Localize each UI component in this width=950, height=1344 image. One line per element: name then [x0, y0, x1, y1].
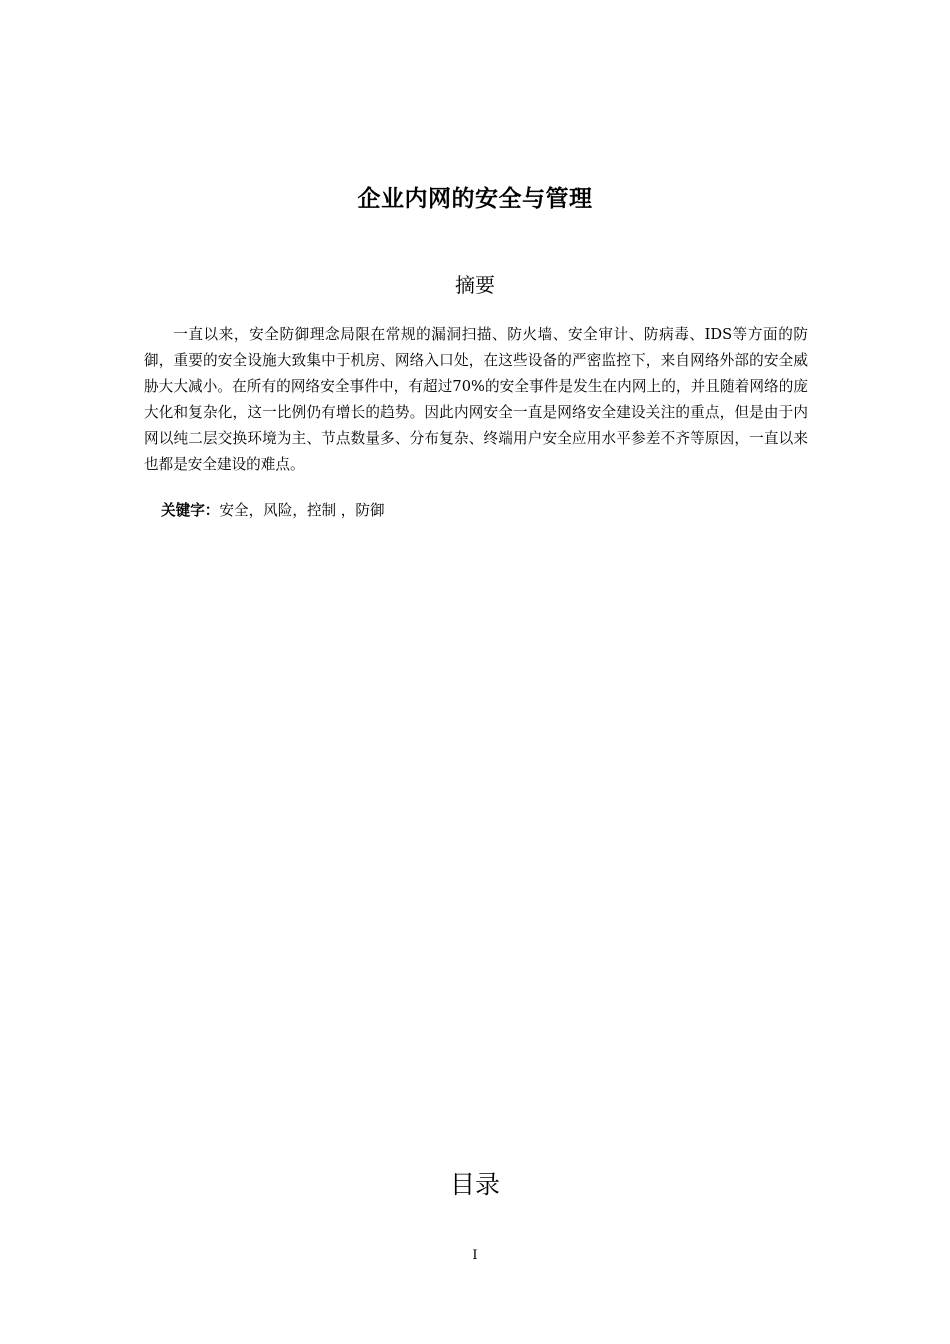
abstract-heading: 摘要 — [455, 273, 495, 297]
toc-heading: 目录 — [449, 1170, 500, 1199]
keywords-line — [161, 498, 801, 524]
keywords-values: 安全，风险，控制 ，防御 — [219, 502, 385, 519]
abstract-paragraph: 一直以来，安全防御理念局限在常规的漏洞扫描、防火墙、安全审计、防病毒、IDS等方面的防御，重要的安全设施大致集中于机房、网络入口处，在这些设备的严密监控下，来自网络外部的安全威胁大大减小。在所有的网络安全事件中，有超过70%的安全事件是发生在内网上的，并且随着网络的庞大化和复杂化，这一比例仍有增长的趋势。因此内网安全一直是网络安全建设关注的重点，但是由于内网以纯二层交换环境为主、节点数量多、分布复杂、终端用户安全应用水平参差不齐等原因，一直以来也都是安全建设的难点。 — [144, 326, 808, 473]
keywords-label: 关键字： — [161, 502, 220, 519]
page-number: I — [472, 1248, 478, 1263]
document-title: 企业内网的安全与管理 — [357, 186, 593, 212]
